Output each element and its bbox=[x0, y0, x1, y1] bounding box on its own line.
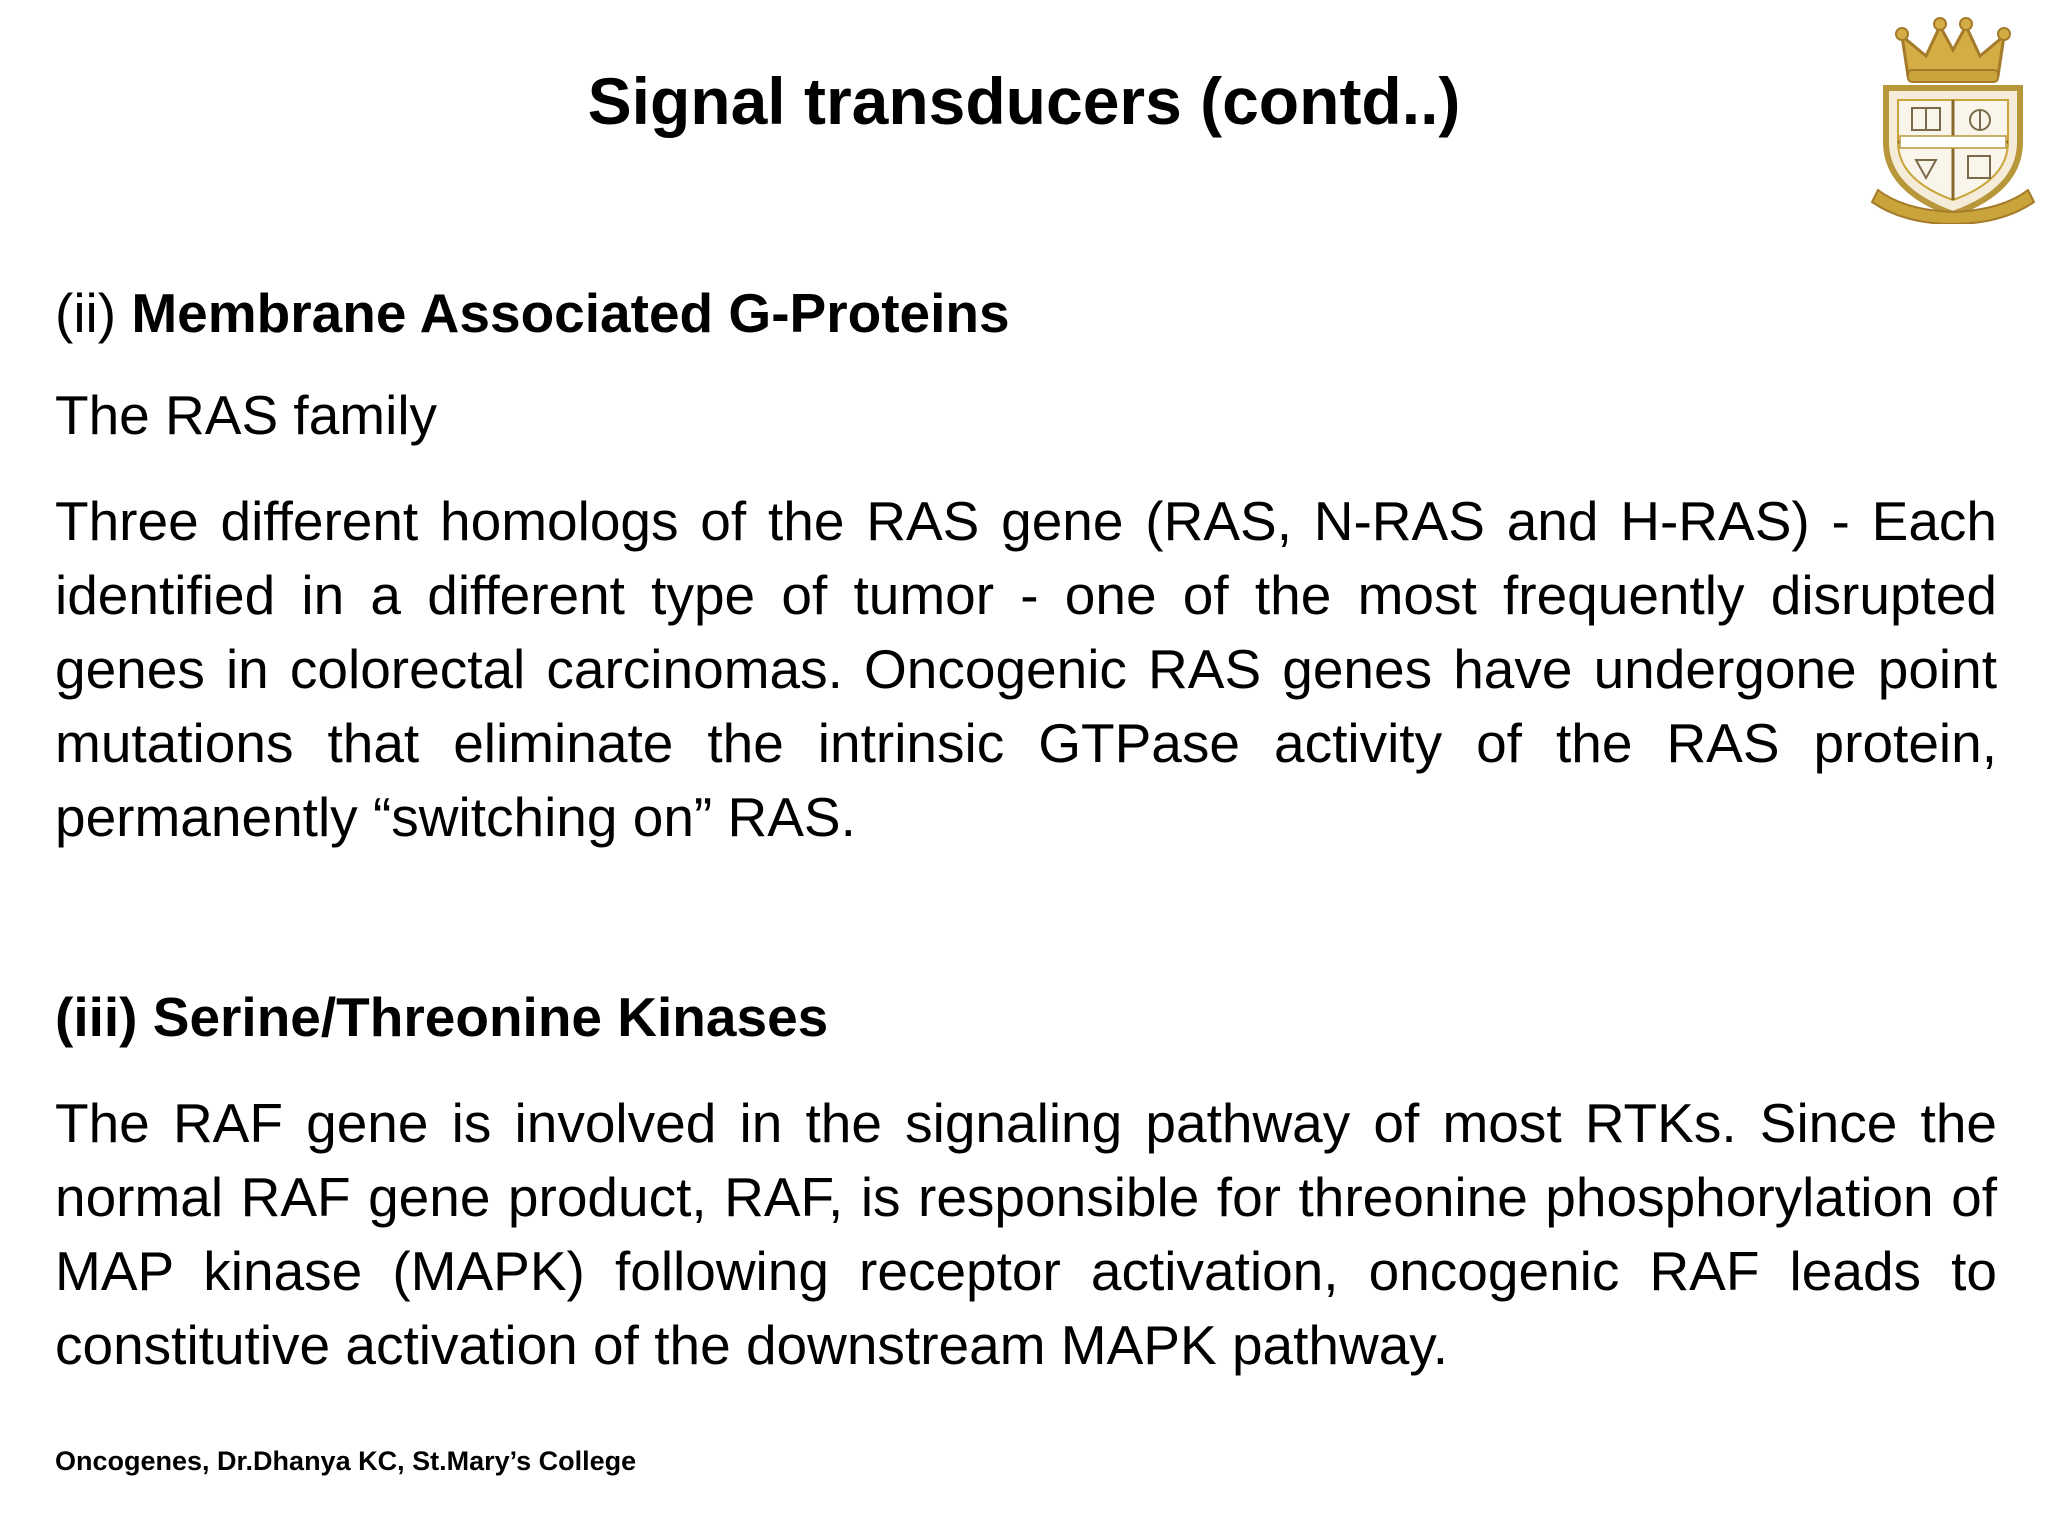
section-subheading: The RAS family bbox=[55, 384, 438, 446]
section-paragraph: Three different homologs of the RAS gene (RAS, N-RAS and H-RAS) - Each identified in a different type of tumor - one of the most frequently disrupted genes in colorectal carcinomas. Oncogenic RAS genes have undergone point mutations that eliminate the intrinsic GTPase activity of the RAS protein, permanently “switching on” RAS. bbox=[55, 490, 1997, 848]
section-prefix: (ii) bbox=[55, 282, 132, 344]
section-heading bbox=[55, 982, 1997, 1052]
section-paragraph: The RAF gene is involved in the signaling pathway of most RTKs. Since the normal RAF gene product, RAF, is responsible for threonine phosphorylation of MAP kinase (MAPK) following receptor activation, oncogenic RAF leads to constitutive activation of the downstream MAPK pathway. bbox=[55, 1092, 1997, 1376]
section-g-proteins bbox=[55, 278, 1997, 348]
section-heading bbox=[55, 278, 1997, 348]
section-title: (iii) Serine/Threonine Kinases bbox=[55, 986, 829, 1048]
ras-paragraph-block bbox=[55, 484, 1997, 854]
slide-footer: Oncogenes, Dr.Dhanya KC, St.Mary’s College bbox=[55, 1446, 637, 1476]
section-title: Membrane Associated G-Proteins bbox=[131, 282, 1010, 344]
college-crest-icon bbox=[1864, 14, 2042, 224]
section-serine-threonine-kinases bbox=[55, 982, 1997, 1052]
ras-family-subheading-block bbox=[55, 380, 1997, 450]
slide-title: Signal transducers (contd..) bbox=[587, 64, 1461, 138]
raf-paragraph-block bbox=[55, 1086, 1997, 1382]
